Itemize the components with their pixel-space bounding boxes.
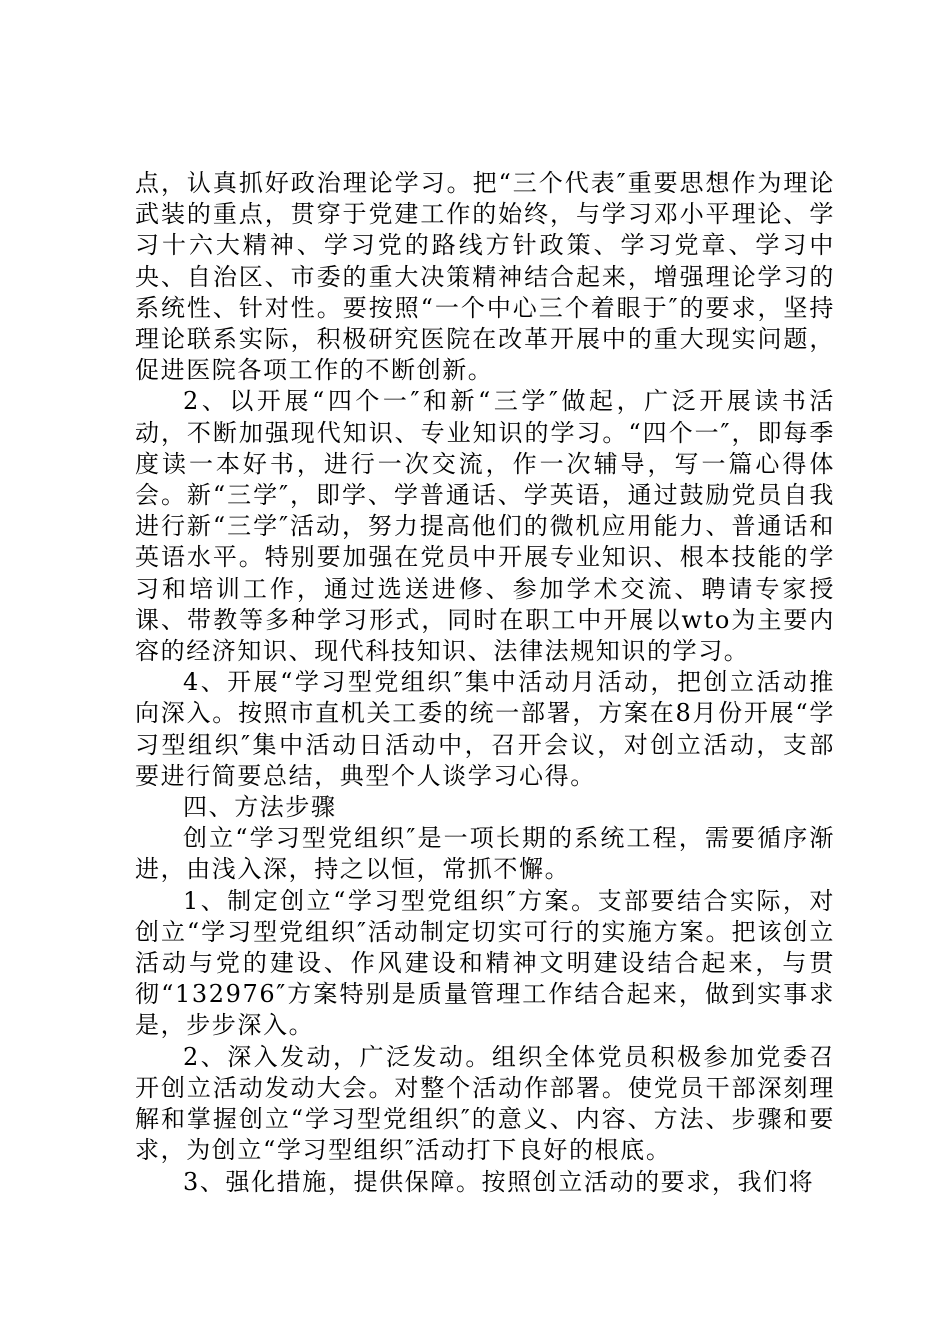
paragraph-methods-intro: 创立“学习型党组织″是一项长期的系统工程，需要循序渐进，由浅入深，持之以恒，常抓不懈。 (135, 824, 835, 884)
paragraph-step-1-plan: 1、制定创立“学习型党组织″方案。支部要结合实际，对创立“学习型党组织″活动制定切实可行的实施方案。把该创立活动与党的建设、作风建设和精神文明建设结合起来，与贯彻“132976″方案特别是质量管理工作结合起来，做到实事求是，步步深入。 (135, 886, 835, 1040)
document-body (135, 168, 835, 1198)
paragraph-item-4-activity-month: 4、开展“学习型党组织″集中活动月活动，把创立活动推向深入。按照市直机关工委的统一部署，方案在8月份开展“学习型组织″集中活动日活动中，召开会议，对创立活动，支部要进行简要总结，典型个人谈学习心得。 (135, 668, 835, 790)
paragraph-theory-study: 点，认真抓好政治理论学习。把“三个代表″重要思想作为理论武装的重点，贯穿于党建工作的始终，与学习邓小平理论、学习十六大精神、学习党的路线方针政策、学习党章、学习中央、自治区、市委的重大决策精神结合起来，增强理论学习的系统性、针对性。要按照“一个中心三个着眼于″的要求，坚持理论联系实际，积极研究医院在改革开展中的重大现实问题，促进医院各项工作的不断创新。 (135, 169, 835, 385)
paragraph-step-2-mobilize: 2、深入发动，广泛发动。组织全体党员积极参加党委召开创立活动发动大会。对整个活动作部署。使党员干部深刻理解和掌握创立“学习型党组织″的意义、内容、方法、步骤和要求，为创立“学习型组织″活动打下良好的根底。 (135, 1042, 835, 1165)
paragraph-step-3-measures: 3、强化措施，提供保障。按照创立活动的要求，我们将 (183, 1167, 815, 1196)
paragraph-item-2-reading: 2、以开展“四个一″和新“三学″做起，广泛开展读书活动，不断加强现代知识、专业知识的学习。“四个一″，即每季度读一本好书，进行一次交流，作一次辅导，写一篇心得体会。新“三学″，即学、学普通话、学英语，通过鼓励党员自我进行新“三学″活动，努力提高他们的微机应用能力、普通话和英语水平。特别要加强在党员中开展专业知识、根本技能的学习和培训工作，通过选送进修、参加学术交流、聘请专家授课、带教等多种学习形式，同时在职工中开展以wto为主要内容的经济知识、现代科技知识、法律法规知识的学习。 (135, 387, 835, 666)
section-heading-methods: 四、方法步骤 (183, 793, 337, 822)
